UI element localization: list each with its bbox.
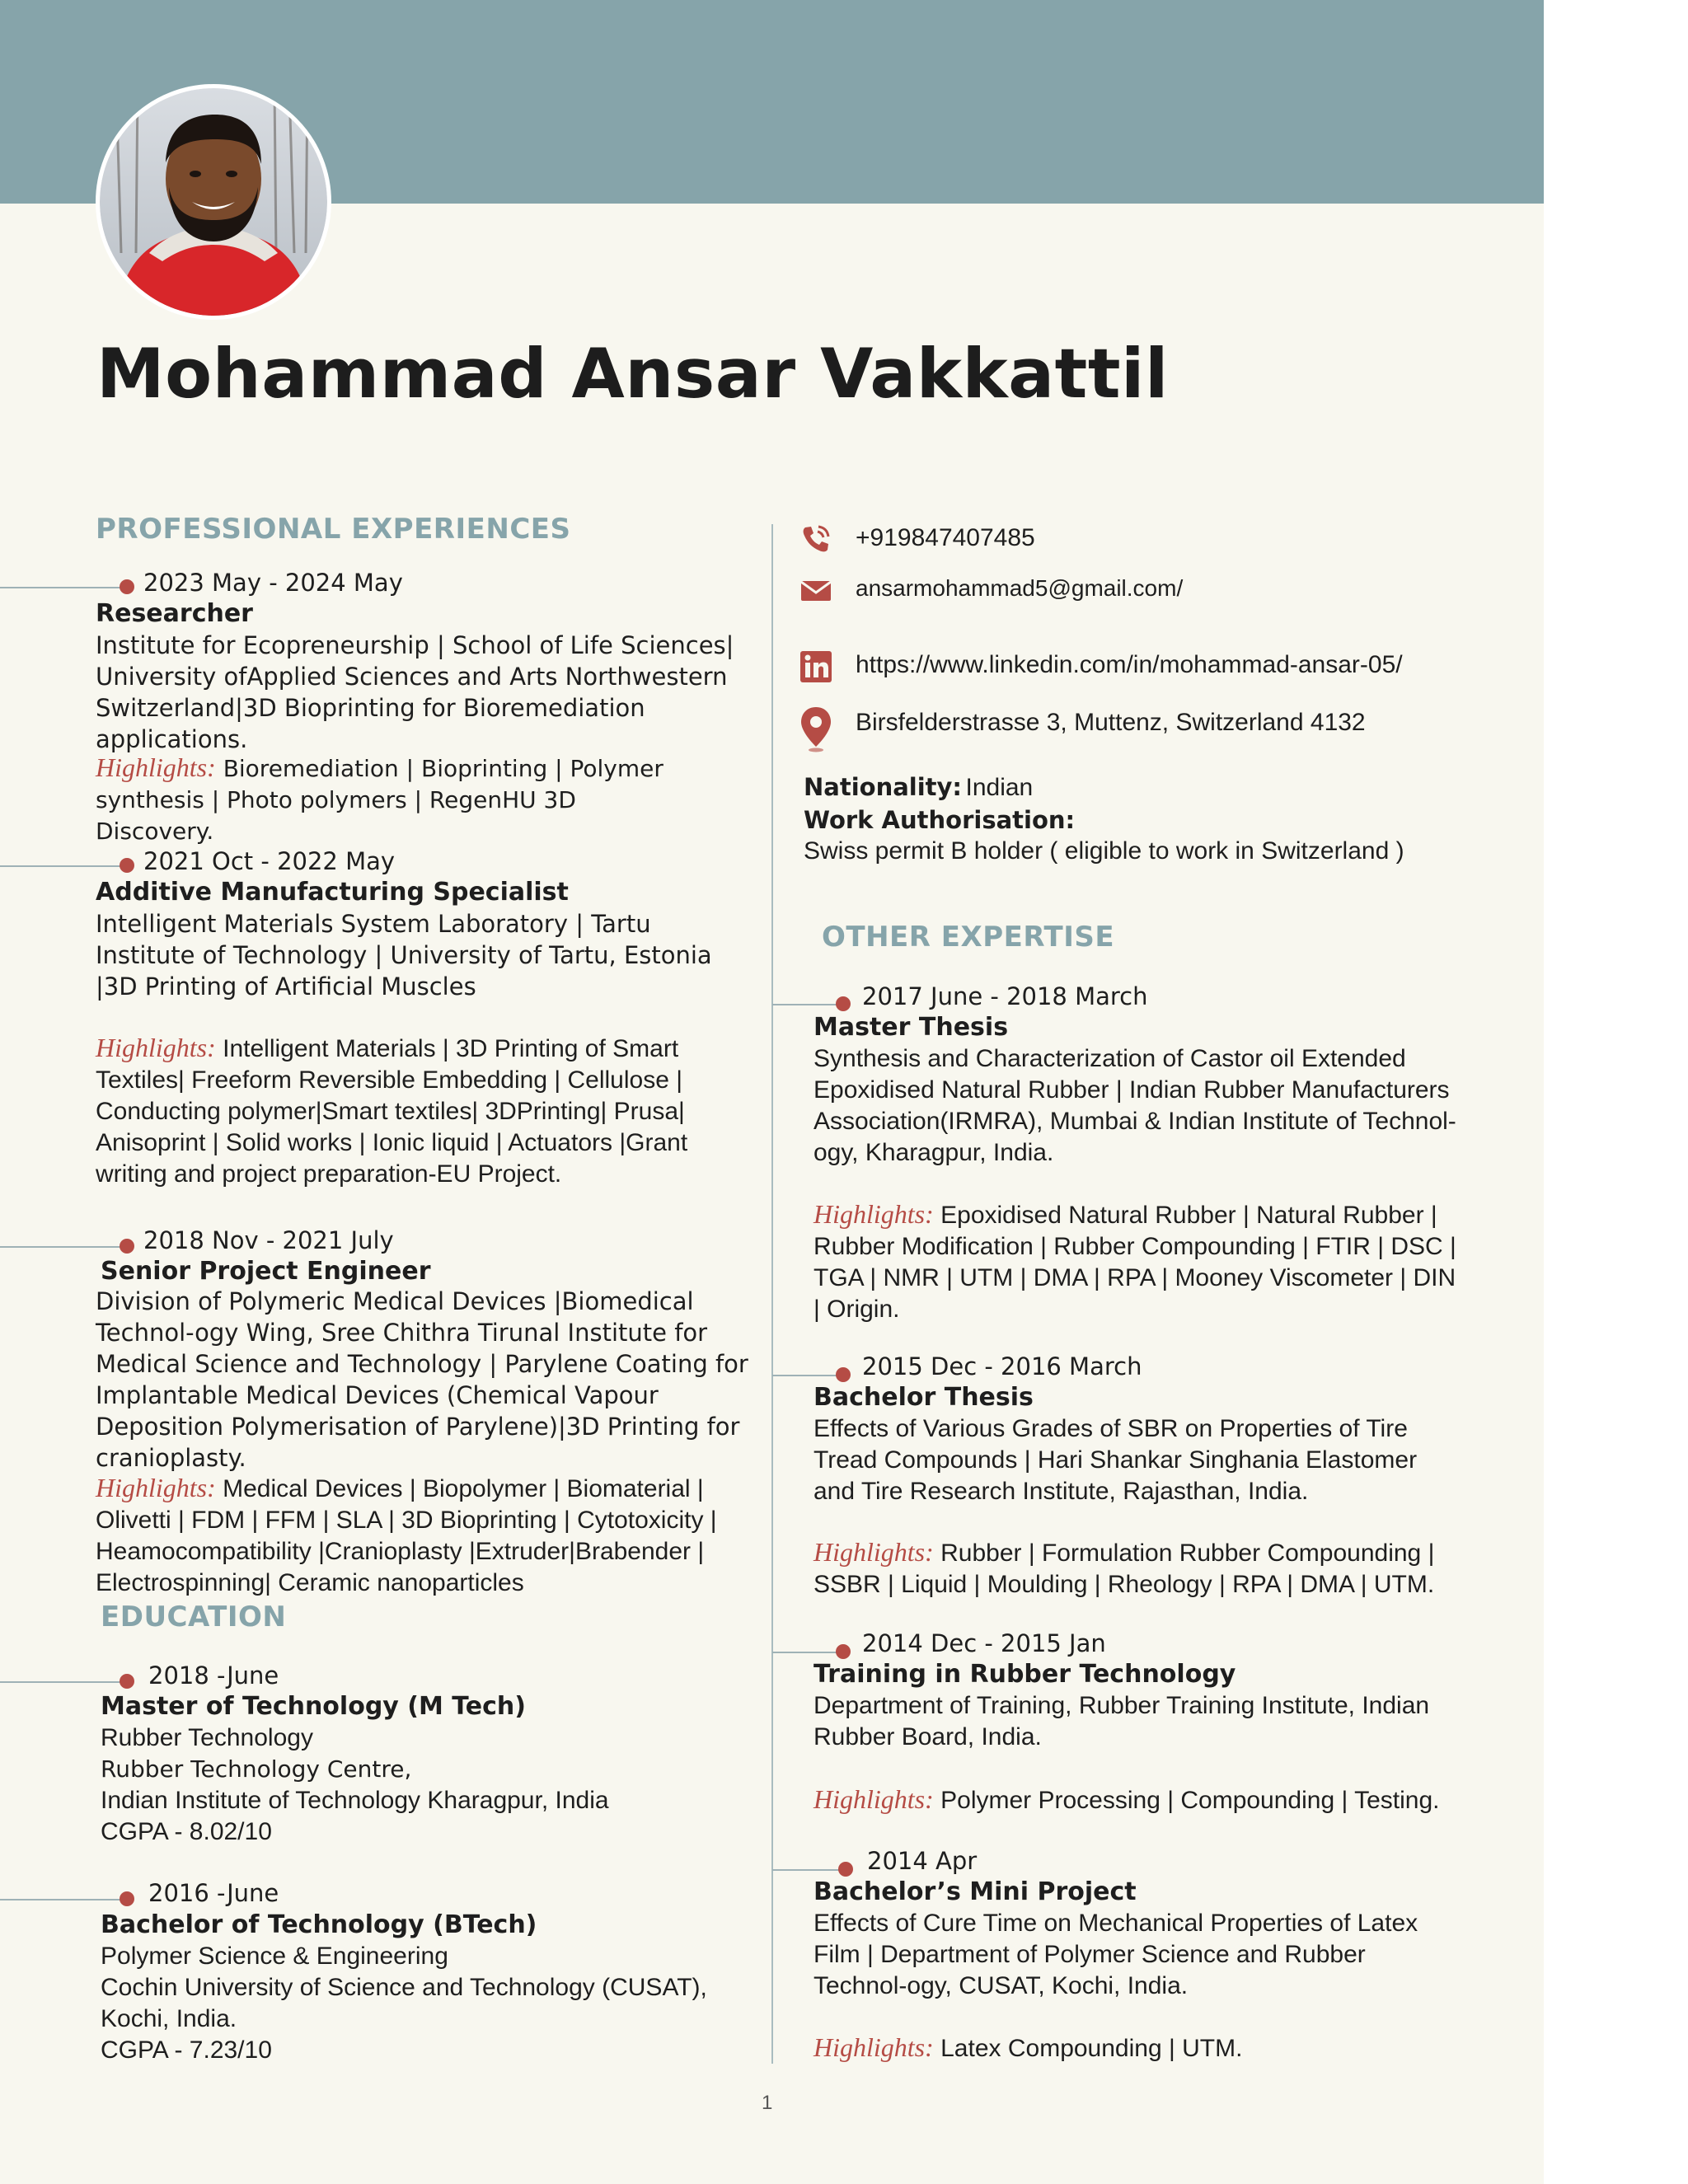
entry-date: 2014 Dec - 2015 Jan xyxy=(862,1629,1106,1657)
degree-line: CGPA - 7.23/10 xyxy=(101,2036,272,2064)
nationality-value: Indian xyxy=(965,774,1034,801)
entry-highlights xyxy=(814,1536,1465,1601)
email-address[interactable]: ansarmohammad5@gmail.com/ xyxy=(856,575,1184,601)
timeline-dot xyxy=(120,1674,134,1689)
timeline-dot xyxy=(836,1367,851,1382)
entry-highlights xyxy=(96,1472,738,1599)
profile-photo xyxy=(96,84,331,320)
timeline-connector xyxy=(772,1004,843,1005)
section-title-expertise: OTHER EXPERTISE xyxy=(822,921,1115,954)
entry-role: Researcher xyxy=(96,599,253,628)
degree-line: CGPA - 8.02/10 xyxy=(101,1818,272,1845)
section-title-experience: PROFESSIONAL EXPERIENCES xyxy=(96,513,571,546)
degree-line: Polymer Science & Engineering xyxy=(101,1943,448,1970)
entry-role: Master Thesis xyxy=(814,1013,1009,1042)
entry-role: Bachelor’s Mini Project xyxy=(814,1877,1137,1906)
entry-description: Synthesis and Characterization of Castor oil Extended Epoxidised Natural Rubber | Indian Rubber Manufacturers Association(IRMRA), Mumbai & Indian Institute of Technol-ogy, Kharagpur, India. xyxy=(814,1045,1456,1166)
location-pin-icon xyxy=(798,705,834,753)
timeline-dot xyxy=(120,1891,134,1906)
entry-highlights xyxy=(814,2032,1465,2064)
work-authorisation-label: Work Authorisation: xyxy=(804,806,1076,834)
entry-highlights xyxy=(814,1783,1489,1816)
entry-date: 2016 -June xyxy=(148,1879,279,1907)
entry-highlights xyxy=(814,1198,1465,1325)
highlights-text: Epoxidised Natural Rubber | Natural Rubber | Rubber Modification | Rubber Compounding | FTIR | DSC | TGA | NMR | UTM | DMA | RPA | Mooney Viscometer | DIN | Origin. xyxy=(814,1202,1456,1323)
mail-icon xyxy=(798,572,834,608)
highlights-text: Latex Compounding | UTM. xyxy=(940,2035,1243,2062)
entry-description: Effects of Cure Time on Mechanical Properties of Latex Film | Department of Polymer Science and Rubber Technol-ogy, CUSAT, Kochi, India. xyxy=(814,1910,1418,1999)
timeline-connector xyxy=(0,587,122,588)
degree-line: Cochin University of Science and Technology (CUSAT), xyxy=(101,1974,707,2001)
timeline-dot xyxy=(838,1862,853,1877)
timeline-connector xyxy=(772,1652,843,1653)
entry-date: 2014 Apr xyxy=(867,1847,978,1875)
entry-description: Division of Polymeric Medical Devices |Biomedical Technol-ogy Wing, Sree Chithra Tirunal Institute for Medical Science and Technology | Parylene Coating for Implantable Medical Devices (Chemical Vapour Deposition Polymerisation of Parylene)|3D Printing for cranioplasty. xyxy=(96,1287,748,1472)
entry-description: Effects of Various Grades of SBR on Properties of Tire Tread Compounds | Hari Shankar Singhania Elastomer and Tire Research Institute, Rajasthan, India. xyxy=(814,1415,1418,1505)
timeline-connector xyxy=(0,1899,122,1900)
entry-date: 2015 Dec - 2016 March xyxy=(862,1352,1142,1380)
degree-line: Rubber Technology Centre, xyxy=(101,1755,412,1783)
full-name: Mohammad Ansar Vakkattil xyxy=(96,334,1169,414)
timeline-connector xyxy=(772,1375,843,1376)
entry-highlights xyxy=(96,1032,730,1190)
timeline-divider xyxy=(771,524,773,2064)
work-authorisation-value: Swiss permit B holder ( eligible to work in Switzerland ) xyxy=(804,837,1404,865)
timeline-dot xyxy=(120,858,134,873)
entry-role: Additive Manufacturing Specialist xyxy=(96,878,569,907)
highlights-text: Medical Devices | Biopolymer | Biomaterial | Olivetti | FDM | FFM | SLA | 3D Bioprinting | Cytotoxicity | Heamocompatibility |Cranioplasty |Extruder|Brabender | Electrospinning| Ceramic nanoparticles xyxy=(96,1475,717,1596)
degree-title: Bachelor of Technology (BTech) xyxy=(101,1910,537,1939)
highlights-text: Intelligent Materials | 3D Printing of Smart Textiles| Freeform Reversible Embedding | Cellulose | Conducting polymer|Smart textiles| 3DPrinting| Prusa| Anisoprint | Solid works | Ionic liquid | Actuators |Grant writing and project preparation-EU Project. xyxy=(96,1035,688,1188)
avatar-photo-illustration xyxy=(100,88,327,316)
highlights-label: Highlights: xyxy=(814,1199,934,1229)
entry-description: Intelligent Materials System Laboratory | Tartu Institute of Technology | University of Tartu, Estonia |3D Printing of Artificial Muscles xyxy=(96,910,712,1001)
entry-date: 2023 May - 2024 May xyxy=(143,569,403,597)
highlights-label: Highlights: xyxy=(96,1033,216,1062)
entry-date: 2021 Oct - 2022 May xyxy=(143,847,396,875)
timeline-connector xyxy=(0,1246,122,1248)
highlights-label: Highlights: xyxy=(96,1473,216,1502)
highlights-text: Rubber | Formulation Rubber Compounding | SSBR | Liquid | Moulding | Rheology | RPA | DMA | UTM. xyxy=(814,1540,1435,1598)
entry-role: Senior Project Engineer xyxy=(101,1257,431,1286)
address: Birsfelderstrasse 3, Muttenz, Switzerland 4132 xyxy=(856,709,1366,736)
timeline-connector xyxy=(0,1681,122,1683)
highlights-text: Bioremediation | Bioprinting | Polymer synthesis | Photo polymers | RegenHU 3D Discovery. xyxy=(96,755,663,845)
page-number: 1 xyxy=(762,2092,773,2114)
timeline-connector xyxy=(772,1869,846,1871)
entry-role: Training in Rubber Technology xyxy=(814,1660,1236,1689)
highlights-label: Highlights: xyxy=(814,1784,934,1814)
highlights-label: Highlights: xyxy=(96,752,216,782)
timeline-connector xyxy=(0,865,122,867)
highlights-label: Highlights: xyxy=(814,1537,934,1567)
highlights-text: Polymer Processing | Compounding | Testing. xyxy=(940,1787,1440,1814)
entry-date: 2018 -June xyxy=(148,1661,279,1690)
timeline-dot xyxy=(120,579,134,594)
degree-line: Indian Institute of Technology Kharagpur, India xyxy=(101,1787,609,1814)
degree-title: Master of Technology (M Tech) xyxy=(101,1692,526,1721)
entry-date: 2017 June - 2018 March xyxy=(862,982,1148,1010)
phone-icon xyxy=(798,521,834,557)
entry-role: Bachelor Thesis xyxy=(814,1383,1034,1412)
highlights-label: Highlights: xyxy=(814,2032,934,2062)
degree-line: Rubber Technology xyxy=(101,1724,313,1751)
nationality-label: Nationality: xyxy=(804,773,963,801)
timeline-dot xyxy=(120,1239,134,1254)
timeline-dot xyxy=(836,996,851,1011)
phone-number[interactable]: +919847407485 xyxy=(856,524,1035,551)
degree-line: Kochi, India. xyxy=(101,2005,237,2032)
linkedin-icon xyxy=(798,648,834,684)
entry-description: Institute for Ecopreneurship | School of Life Sciences| University ofApplied Sciences and Arts Northwestern Switzerland|3D Bioprinting for Bioremediation applications. xyxy=(96,631,734,753)
timeline-dot xyxy=(836,1644,851,1659)
entry-date: 2018 Nov - 2021 July xyxy=(143,1226,394,1254)
linkedin-url[interactable]: https://www.linkedin.com/in/mohammad-ansar-05/ xyxy=(856,651,1403,678)
entry-description: Department of Training, Rubber Training Institute, Indian Rubber Board, India. xyxy=(814,1692,1430,1750)
entry-highlights xyxy=(96,752,673,847)
nationality-row xyxy=(804,773,1033,802)
section-title-education: EDUCATION xyxy=(101,1601,287,1633)
